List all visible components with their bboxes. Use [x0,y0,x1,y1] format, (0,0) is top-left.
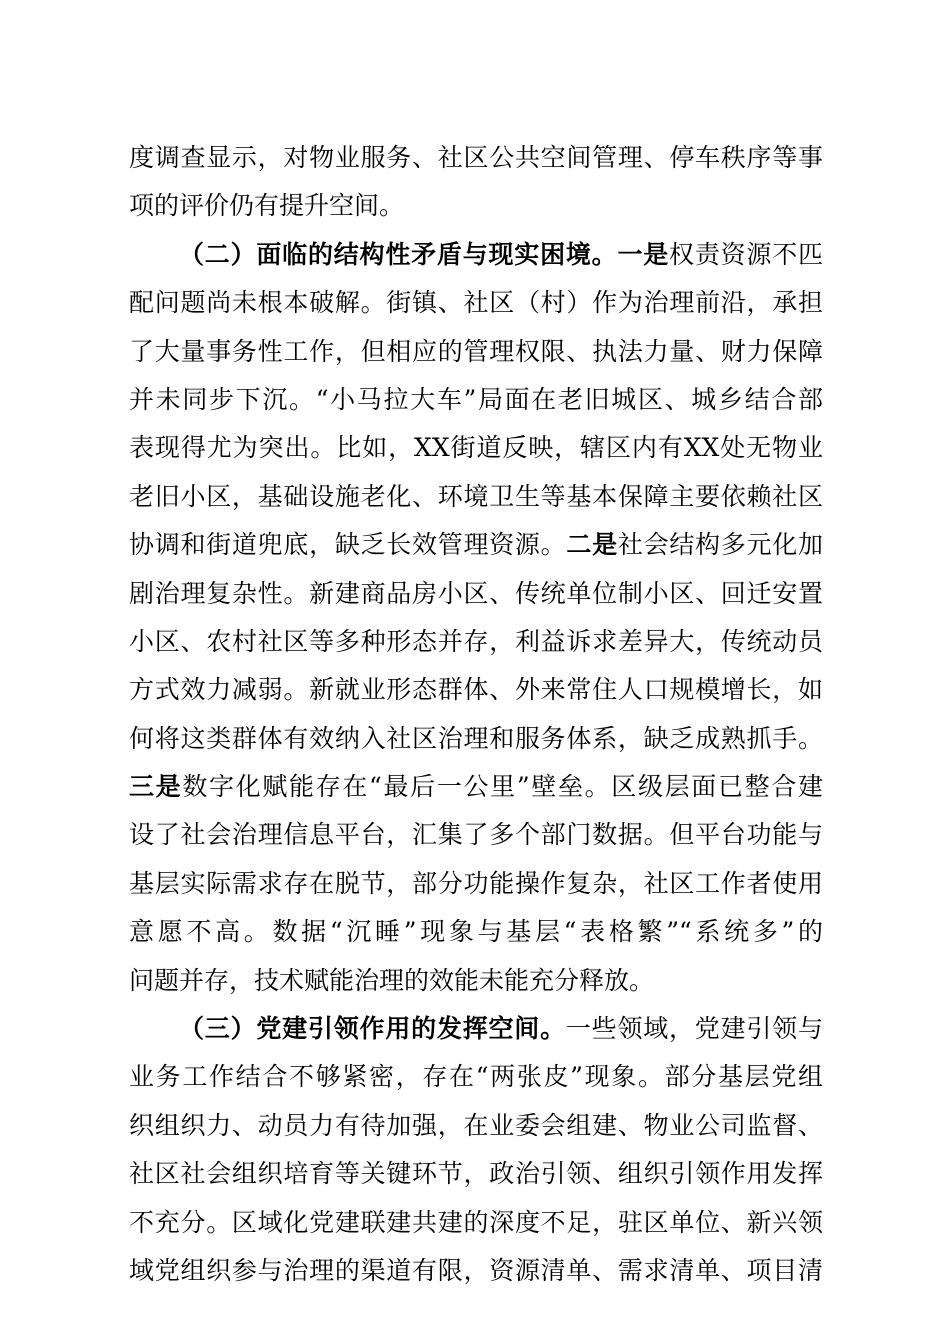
text-line [129,666,823,714]
text-line [129,424,823,472]
text-line [129,1102,823,1150]
body-text: 社区社会组织培育等关键环节，政治引领、组织引领作用发挥 [129,1159,823,1189]
text-line [129,618,823,666]
body-text: 社会结构多元化加 [617,530,823,560]
body-text: 老旧小区，基础设施老化、环境卫生等基本保障主要依赖社区 [129,481,823,511]
text-line [129,376,823,424]
text-line [129,279,823,327]
body-text: 一些领域，党建引领与 [565,1014,823,1044]
body-text: 何将这类群体有效纳入社区治理和服务体系，缺乏成熟抓手。 [129,723,823,753]
text-line [129,1005,823,1053]
bold-heading-text: 三是 [129,772,183,802]
body-text: 项的评价仍有提升空间。 [129,191,405,221]
body-text: 域党组织参与治理的渠道有限，资源清单、需求清单、项目清 [129,1255,823,1285]
text-line [129,957,823,1005]
body-text: 数字化赋能存在“最后一公里”壁垒。区级层面已整合建 [182,772,823,802]
text-line [129,763,823,811]
text-line [129,521,823,569]
text-line [129,908,823,956]
text-line [129,328,823,376]
text-line [129,134,823,182]
body-text: 基层实际需求存在脱节，部分功能操作复杂，社区工作者使用 [129,868,823,898]
body-text: 织组织力、动员力有待加强，在业委会组建、物业公司监督、 [129,1110,823,1140]
body-text: 意愿不高。数据“沉睡”现象与基层“表格繁”“系统多”的 [129,917,823,947]
body-text: 问题并存，技术赋能治理的效能未能充分释放。 [129,965,655,995]
bold-heading-text: （三）党建引领作用的发挥空间。 [179,1014,566,1044]
text-line [129,860,823,908]
body-text: 了大量事务性工作，但相应的管理权限、执法力量、财力保障 [129,336,823,366]
body-text: 度调查显示，对物业服务、社区公共空间管理、停车秩序等事 [129,143,823,172]
text-line [129,570,823,618]
text-line [129,811,823,859]
text-line [129,231,823,279]
body-text: 不充分。区域化党建联建共建的深度不足，驻区单位、新兴领 [129,1207,823,1237]
text-line [129,182,823,230]
body-text: 方式效力减弱。新就业形态群体、外来常住人口规模增长，如 [129,675,823,705]
body-text: 小区、农村社区等多种形态并存，利益诉求差异大，传统动员 [129,626,823,656]
body-text: 权责资源不匹 [669,239,823,269]
body-text: 表现得尤为突出。比如，XX街道反映，辖区内有XX处无物业 [129,433,823,463]
text-line [129,715,823,763]
text-line [129,1150,823,1198]
text-line [129,1247,823,1295]
bold-heading-text: （二）面临的结构性矛盾与现实困境。一是 [179,239,670,269]
body-text: 配问题尚未根本破解。街镇、社区（村）作为治理前沿，承担 [129,288,823,318]
body-text: 业务工作结合不够紧密，存在“两张皮”现象。部分基层党组 [129,1062,823,1092]
body-text: 剧治理复杂性。新建商品房小区、传统单位制小区、回迁安置 [129,578,823,608]
body-text: 协调和街道兜底，缺乏长效管理资源。 [129,530,567,560]
body-text: 并未同步下沉。“小马拉大车”局面在老旧城区、城乡结合部 [129,384,823,414]
text-line [129,1199,823,1247]
bold-heading-text: 二是 [566,530,618,560]
text-line [129,1053,823,1101]
body-text: 设了社会治理信息平台，汇集了多个部门数据。但平台功能与 [129,820,823,850]
text-line [129,473,823,521]
document-body [129,134,823,1295]
